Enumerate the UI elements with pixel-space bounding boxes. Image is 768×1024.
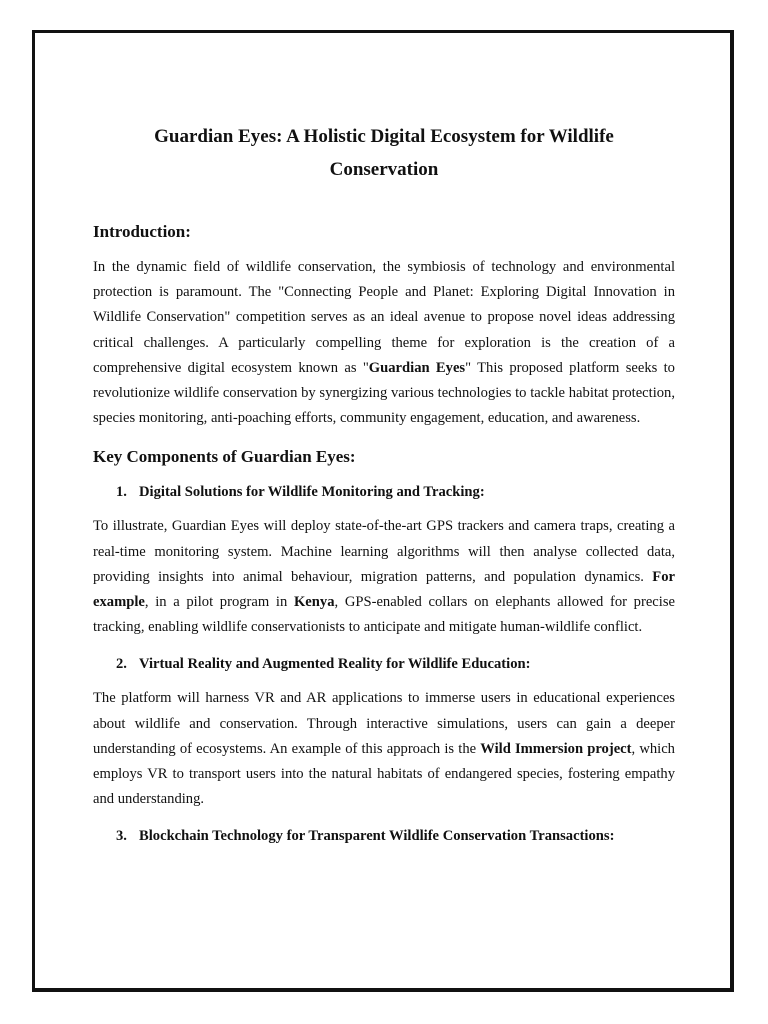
list-number: 2.	[116, 656, 127, 673]
monitoring-paragraph: To illustrate, Guardian Eyes will deploy state-of-the-art GPS trackers and camera traps, creating a real-time monitoring system. Machine learning algorithms will then analyse collected data, providing insights into animal behaviour, migration patterns, and population dynamics. For example, in a pilot program in Kenya, GPS-enabled collars on elephants allowed for precise tracking, enabling wildlife conservationists to anticipate and mitigate human-wildlife conflict.	[93, 518, 675, 636]
emphasis: Wild Immersion project	[480, 740, 632, 757]
vr-ar-paragraph: The platform will harness VR and AR applications to immerse users in educational experiences about wildlife and conservation. Through interactive simulations, users can gain a deeper understanding of ecosystems. An example of this approach is the Wild Immersion project, which employs VR to transport users into the natural habitats of endangered species, fostering empathy and understanding.	[93, 690, 675, 808]
list-item-3-title	[93, 826, 675, 846]
introduction-paragraph: In the dynamic field of wildlife conservation, the symbiosis of technology and environmental protection is paramount. The "Connecting People and Planet: Exploring Digital Innovation in Wildlife Conservation" competition serves as an ideal avenue to propose novel ideas addressing critical challenges. A particularly compelling theme for exploration is the creation of a comprehensive digital ecosystem known as "Guardian Eyes" This proposed platform seeks to revolutionize wildlife conservation by synergizing various technologies to tackle habitat protection, species monitoring, anti-poaching efforts, community engagement, education, and awareness.	[93, 259, 675, 427]
list-number: 3.	[116, 828, 127, 845]
document-title: Guardian Eyes: A Holistic Digital Ecosystem for Wildlife Conservation	[154, 126, 614, 180]
emphasis: Guardian Eyes	[368, 359, 466, 376]
list-title: Virtual Reality and Augmented Reality for Wildlife Education:	[139, 656, 531, 673]
list-item-1-title	[93, 482, 675, 502]
introduction-heading: Introduction:	[93, 222, 191, 241]
list-title: Digital Solutions for Wildlife Monitoring and Tracking:	[139, 484, 485, 501]
document-body	[93, 120, 675, 846]
emphasis: For example	[93, 568, 675, 611]
emphasis: Kenya	[293, 594, 335, 611]
list-item-2-title	[93, 654, 675, 674]
list-number: 1.	[116, 484, 127, 501]
list-title: Blockchain Technology for Transparent Wildlife Conservation Transactions:	[139, 828, 615, 845]
key-components-heading: Key Components of Guardian Eyes:	[93, 447, 356, 467]
